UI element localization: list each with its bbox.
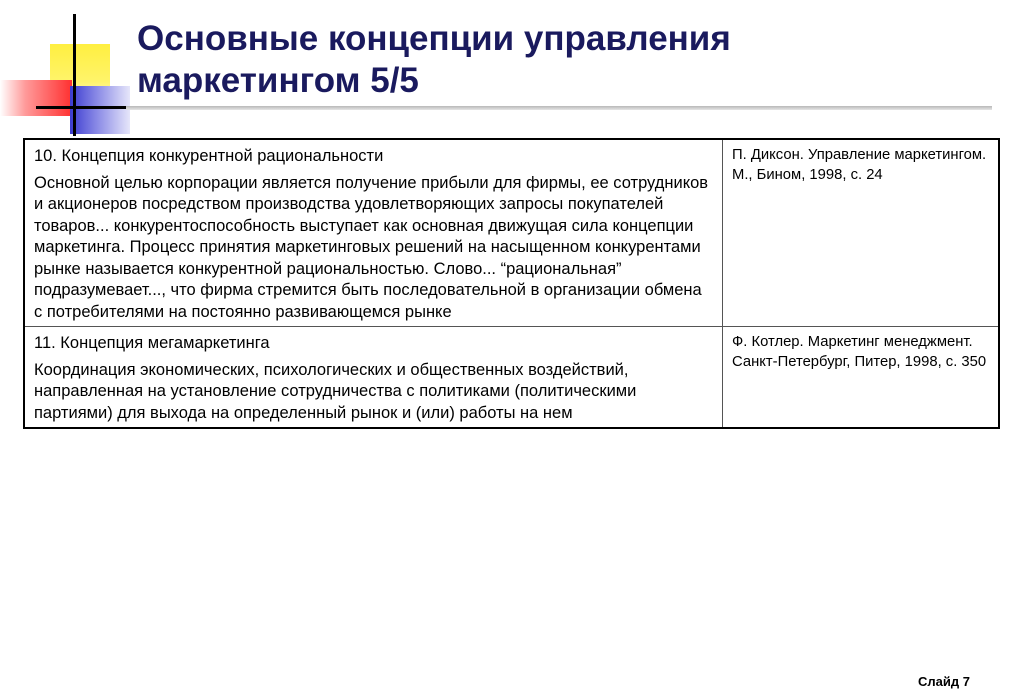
concept-heading: 10. Концепция конкурентной рациональности	[34, 147, 384, 165]
table-row	[24, 327, 999, 429]
ornament-blue-square	[70, 86, 130, 134]
ornament-vertical-line	[73, 14, 76, 136]
slide-title-line2: маркетингом 5/5	[137, 61, 419, 100]
slide-title-line1: Основные концепции управления	[137, 19, 731, 58]
source-cell	[723, 139, 1000, 327]
title-underline	[126, 106, 992, 110]
concept-cell	[24, 327, 723, 429]
corner-ornament	[0, 0, 140, 140]
concept-cell	[24, 139, 723, 327]
concept-description: Координация экономических, психологических и общественных воздействий, направленная на установление сотрудничества с политиками (политическими партиями) для выхода на определенный рынок и (или) работы на нем	[34, 360, 637, 422]
slide-number: Слайд 7	[918, 674, 970, 689]
concept-heading: 11. Концепция мегамаркетинга	[34, 334, 270, 352]
ornament-red-bar	[0, 80, 72, 116]
ornament-horizontal-line	[36, 106, 126, 109]
source-reference: Ф. Котлер. Маркетинг менеджмент. Санкт-Петербург, Питер, 1998, с. 350	[732, 334, 987, 370]
concepts-table	[23, 138, 1000, 429]
slide-title	[137, 18, 997, 102]
source-reference: П. Диксон. Управление маркетингом. М., Бином, 1998, с. 24	[732, 147, 987, 183]
source-cell	[723, 327, 1000, 429]
concept-description: Основной целью корпорации является получение прибыли для фирмы, ее сотрудников и акционеров посредством производства удовлетворяющих запросы покупателей товаров... конкурентоспособность выступает как основная движущая сила концепции маркетинга. Процесс принятия маркетинговых решений на насыщенном конкурентами рынке называется конкурентной рациональностью. Слово... “рациональная” подразумевает..., что фирма стремится быть последовательной в организации обмена с потребителями на постоянно развивающемся рынке	[34, 173, 709, 321]
table-row	[24, 139, 999, 327]
